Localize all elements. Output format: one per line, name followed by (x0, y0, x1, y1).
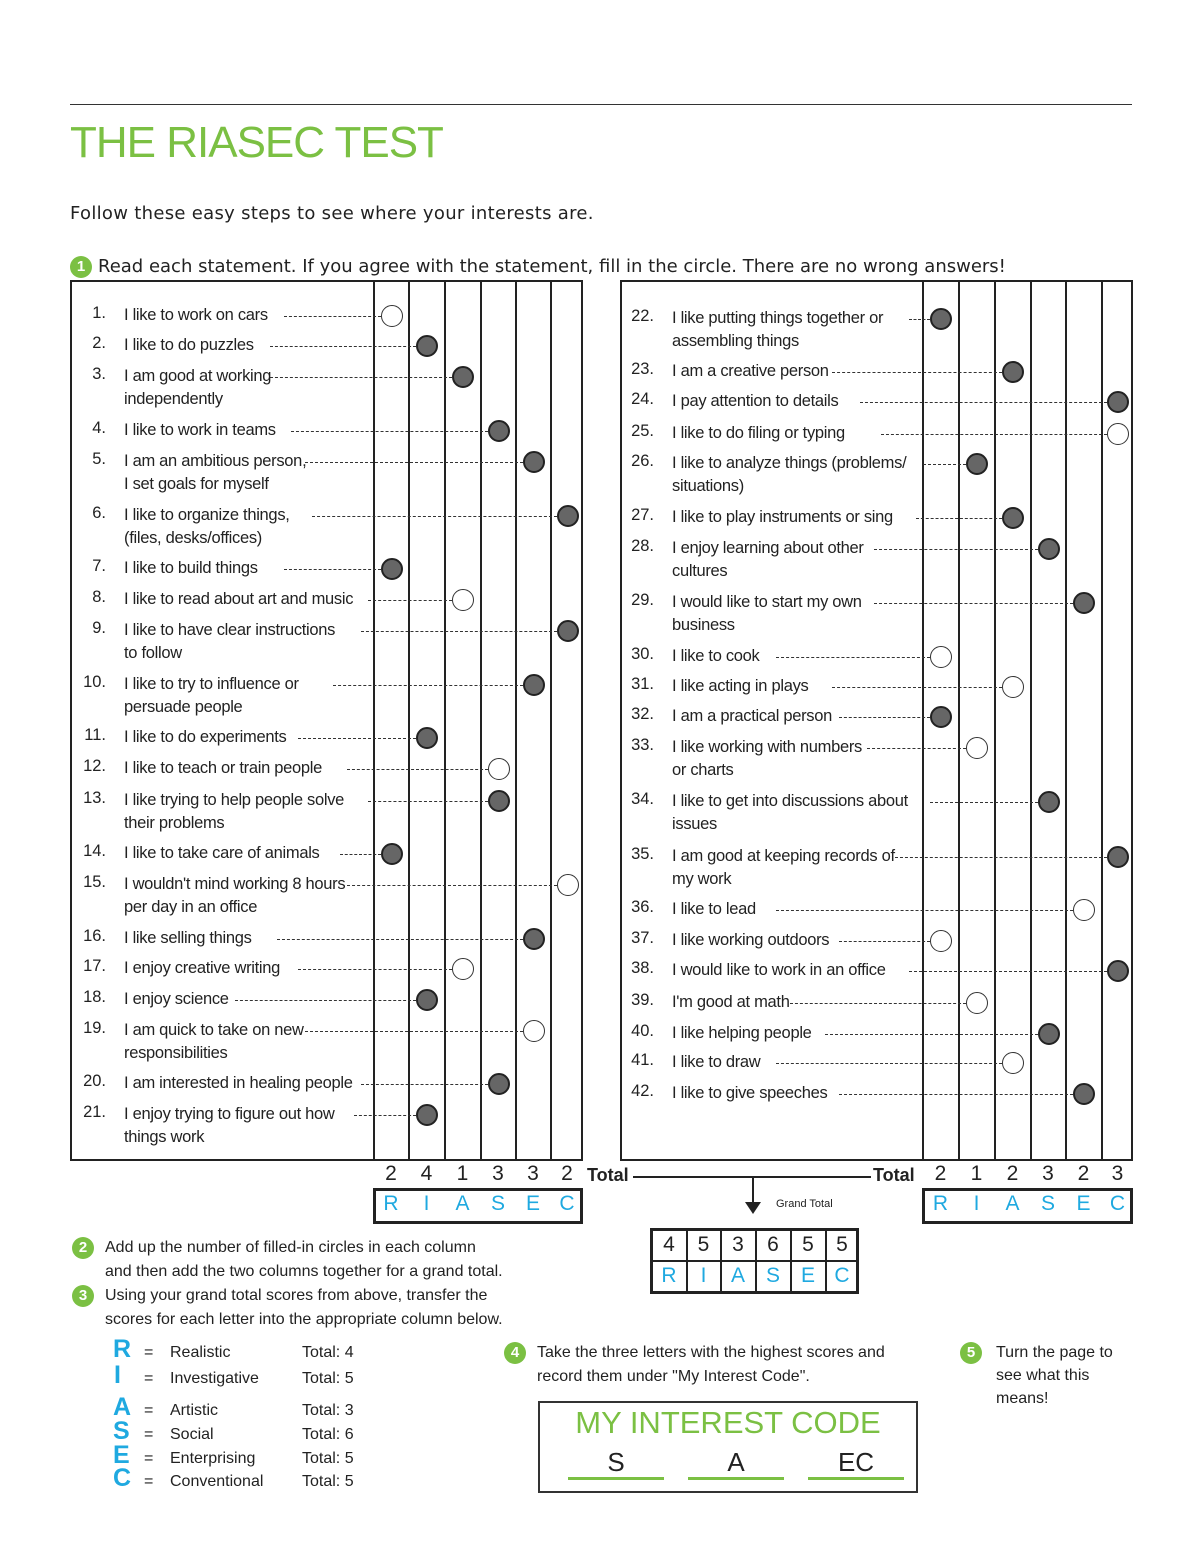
leader-line (284, 569, 381, 570)
leader-line (305, 462, 523, 463)
left-column-letter: R (383, 1192, 399, 1215)
legend-total: Total: 3 (302, 1402, 354, 1419)
answer-circle[interactable] (930, 930, 952, 952)
grand-total-letter: A (730, 1264, 745, 1287)
right-column-total: 3 (1111, 1162, 1124, 1185)
question-text: I pay attention to details (672, 392, 839, 410)
question-text: I enjoy trying to figure out how (124, 1105, 335, 1123)
question-number: 5. (92, 450, 106, 468)
legend-letter: S (113, 1417, 130, 1445)
question-number: 13. (83, 789, 106, 807)
grand-total-letter: S (765, 1264, 780, 1287)
filled-circle[interactable] (1038, 791, 1060, 813)
filled-circle[interactable] (416, 335, 438, 357)
question-number: 14. (83, 842, 106, 860)
right-column-letter: C (1109, 1192, 1126, 1215)
leader-line (298, 738, 416, 739)
question-text: cultures (672, 562, 728, 580)
question-number: 11. (84, 726, 106, 744)
filled-circle[interactable] (381, 843, 403, 865)
right-column-letter: R (932, 1192, 949, 1215)
leader-line (361, 631, 557, 632)
filled-circle[interactable] (488, 790, 510, 812)
left-column-total: 4 (420, 1162, 433, 1185)
right-column-divider (1030, 281, 1032, 1160)
leader-line (909, 971, 1107, 972)
grand-total-letter: E (800, 1264, 815, 1287)
step-4-line-2: record them under "My Interest Code". (537, 1368, 810, 1385)
question-number: 8. (92, 588, 106, 606)
question-number: 25. (631, 422, 654, 440)
answer-circle[interactable] (1073, 899, 1095, 921)
grand-total-arrow-line (752, 1177, 754, 1205)
answer-circle[interactable] (1002, 676, 1024, 698)
leader-line (916, 518, 1002, 519)
grand-total-letter: I (700, 1264, 707, 1287)
question-number: 19. (83, 1019, 106, 1037)
step-2 (72, 1236, 503, 1284)
interest-code-underline-1 (568, 1477, 664, 1480)
filled-circle[interactable] (1038, 1023, 1060, 1045)
question-text: I like to play instruments or sing (672, 508, 893, 526)
question-text: responsibilities (124, 1044, 228, 1062)
filled-circle[interactable] (416, 727, 438, 749)
question-number: 12. (83, 757, 106, 775)
filled-circle[interactable] (523, 928, 545, 950)
leader-line (776, 657, 930, 658)
question-text: I like to work in teams (124, 421, 276, 439)
question-text: I like to do experiments (124, 728, 287, 746)
question-number: 16. (83, 927, 106, 945)
question-text: I am an ambitious person, (124, 452, 307, 470)
grand-total-value: 3 (732, 1233, 744, 1256)
top-rule (70, 104, 1132, 105)
question-text: I am good at keeping records of (672, 847, 895, 865)
intro-text: Follow these easy steps to see where your interests are. (70, 203, 594, 224)
step-4-badge: 4 (504, 1342, 526, 1364)
question-number: 22. (631, 307, 654, 325)
question-text: things work (124, 1128, 205, 1146)
question-text: their problems (124, 814, 225, 832)
question-text: I like to teach or train people (124, 759, 322, 777)
filled-circle[interactable] (523, 451, 545, 473)
grand-total-arrow-head (745, 1202, 761, 1214)
question-text: independently (124, 390, 223, 408)
question-number: 15. (83, 873, 106, 891)
interest-code-box (538, 1401, 918, 1493)
question-number: 21. (83, 1103, 106, 1121)
interest-code-title: MY INTEREST CODE (575, 1405, 881, 1440)
filled-circle[interactable] (1002, 361, 1024, 383)
legend-name: Realistic (170, 1344, 231, 1361)
leader-line (312, 516, 557, 517)
question-text: I like selling things (124, 929, 252, 947)
leader-line (354, 1115, 416, 1116)
leader-line (860, 402, 1107, 403)
legend-name: Social (170, 1426, 214, 1443)
right-column-letter: S (1040, 1192, 1055, 1215)
leader-line (832, 372, 1002, 373)
question-number: 28. (631, 537, 654, 555)
step-5-badge: 5 (960, 1342, 982, 1364)
question-number: 35. (631, 845, 654, 863)
question-text: I like to read about art and music (124, 590, 354, 608)
right-column-divider (922, 281, 924, 1160)
question-text: per day in an office (124, 898, 258, 916)
legend-total: Total: 4 (302, 1344, 354, 1361)
question-number: 18. (83, 988, 106, 1006)
grand-total-letter: C (834, 1264, 850, 1287)
filled-circle[interactable] (416, 989, 438, 1011)
question-number: 29. (631, 591, 654, 609)
question-text: I would like to start my own (672, 593, 862, 611)
question-text: I like to organize things, (124, 506, 290, 524)
leader-line (291, 431, 488, 432)
leader-line (930, 802, 1038, 803)
leader-line (305, 1031, 523, 1032)
grand-total-value: 6 (767, 1233, 779, 1256)
filled-circle[interactable] (1107, 391, 1129, 413)
left-total-label: Total (587, 1165, 629, 1185)
question-text: I like trying to help people solve (124, 791, 345, 809)
question-text: I am a practical person (672, 707, 833, 725)
grand-total-letter: R (661, 1264, 677, 1287)
leader-line (874, 549, 1038, 550)
leader-line (284, 316, 381, 317)
left-column-divider (550, 281, 552, 1160)
question-number: 30. (631, 645, 654, 663)
legend-equals: = (144, 1473, 154, 1490)
answer-circle[interactable] (488, 758, 510, 780)
question-number: 17. (83, 957, 106, 975)
leader-line (361, 1084, 488, 1085)
answer-circle[interactable] (452, 958, 474, 980)
question-number: 1. (92, 304, 106, 322)
leader-line (832, 687, 1002, 688)
leader-line (881, 434, 1107, 435)
question-text: I like to cook (672, 647, 760, 665)
legend-letter: I (114, 1361, 121, 1389)
leader-line (235, 1000, 416, 1001)
step-5-line-1: Turn the page to (996, 1344, 1113, 1361)
filled-circle[interactable] (1107, 960, 1129, 982)
left-column-letter: I (423, 1192, 430, 1215)
question-number: 36. (631, 898, 654, 916)
answer-circle[interactable] (381, 305, 403, 327)
leader-line (867, 748, 966, 749)
right-column-letter: I (973, 1192, 980, 1215)
step-5-line-3: means! (996, 1390, 1049, 1407)
left-column-total: 3 (527, 1162, 539, 1185)
filled-circle[interactable] (488, 420, 510, 442)
interest-code-value-2: A (727, 1447, 745, 1477)
question-text: I like to draw (672, 1053, 761, 1071)
legend-letter: E (113, 1441, 130, 1469)
question-number: 34. (631, 790, 654, 808)
question-number: 27. (631, 506, 654, 524)
question-number: 2. (92, 334, 106, 352)
legend-letter: R (113, 1335, 132, 1363)
right-column-total: 2 (934, 1162, 947, 1185)
leader-line (790, 1003, 966, 1004)
left-column-total: 2 (385, 1162, 397, 1185)
step-2-line-1: Add up the number of filled-in circles in each column (105, 1239, 476, 1256)
question-text: I am interested in healing people (124, 1074, 353, 1092)
leader-line (368, 801, 488, 802)
question-text: I like working outdoors (672, 931, 830, 949)
question-number: 38. (631, 959, 654, 977)
legend-total: Total: 5 (302, 1450, 354, 1467)
question-text: (files, desks/offices) (124, 529, 262, 547)
leader-line (368, 600, 452, 601)
left-column-total: 3 (492, 1162, 504, 1185)
question-text: I enjoy learning about other (672, 539, 864, 557)
filled-circle[interactable] (1107, 846, 1129, 868)
grand-total-value: 5 (697, 1233, 710, 1256)
interest-code-value-3: EC (837, 1447, 875, 1477)
step-3-line-1: Using your grand total scores from above, transfer the (105, 1287, 488, 1304)
question-text: or charts (672, 761, 734, 779)
leader-line (270, 346, 416, 347)
leader-line (776, 910, 1073, 911)
right-column-divider (994, 281, 996, 1160)
question-text: I am a creative person (672, 362, 829, 380)
filled-circle[interactable] (523, 674, 545, 696)
question-text: I like helping people (672, 1024, 812, 1042)
legend-equals: = (144, 1370, 154, 1387)
answer-circle[interactable] (966, 737, 988, 759)
leader-line (839, 717, 930, 718)
question-text: I like acting in plays (672, 677, 809, 695)
right-column-letter: E (1076, 1192, 1091, 1215)
question-text: persuade people (124, 698, 243, 716)
question-number: 23. (631, 360, 654, 378)
leader-line (298, 969, 452, 970)
filled-circle[interactable] (416, 1104, 438, 1126)
question-text: I like to work on cars (124, 306, 268, 324)
question-number: 31. (631, 675, 654, 693)
filled-circle[interactable] (557, 620, 579, 642)
question-text: I like putting things together or (672, 309, 884, 327)
left-column-letter: E (525, 1192, 540, 1215)
grand-total-value: 5 (802, 1233, 814, 1256)
left-column-total: 2 (561, 1162, 573, 1185)
step-3-line-2: scores for each letter into the appropriate column below. (105, 1311, 503, 1328)
question-text: I am good at working (124, 367, 272, 385)
leader-line (923, 464, 966, 465)
leader-line (909, 319, 930, 320)
left-column-letter: C (559, 1192, 575, 1215)
right-column-divider (958, 281, 960, 1160)
question-text: my work (672, 870, 732, 888)
legend-equals: = (144, 1402, 154, 1419)
leader-line (270, 377, 452, 378)
step-1-text: Read each statement. If you agree with the statement, fill in the circle. There are no wrong answers! (98, 256, 1006, 277)
step-4 (504, 1341, 885, 1389)
right-column-letter: A (1005, 1192, 1020, 1215)
question-number: 4. (92, 419, 106, 437)
filled-circle[interactable] (930, 308, 952, 330)
question-text: I like to do puzzles (124, 336, 254, 354)
question-text: I like to get into discussions about (672, 792, 908, 810)
question-number: 24. (631, 390, 654, 408)
legend-name: Enterprising (170, 1450, 256, 1467)
grand-total-value: 5 (836, 1233, 848, 1256)
left-column-divider (408, 281, 410, 1160)
question-text: I like to take care of animals (124, 844, 320, 862)
left-column-total: 1 (456, 1162, 469, 1185)
question-text: I wouldn't mind working 8 hours (124, 875, 346, 893)
right-column-total: 2 (1077, 1162, 1090, 1185)
right-column-divider (1101, 281, 1103, 1160)
question-text: issues (672, 815, 717, 833)
question-text: I like to lead (672, 900, 756, 918)
leader-line (874, 603, 1073, 604)
left-column-divider (444, 281, 446, 1160)
leader-line (895, 857, 1107, 858)
right-column-total: 1 (970, 1162, 983, 1185)
leader-line (340, 854, 381, 855)
question-text: situations) (672, 477, 744, 495)
leader-line (839, 941, 930, 942)
legend-letter: C (113, 1464, 132, 1492)
right-column-divider (1065, 281, 1067, 1160)
leader-line (776, 1063, 1002, 1064)
legend-equals: = (144, 1450, 154, 1467)
interest-code-value-1: S (607, 1447, 625, 1477)
question-text: I am quick to take on new (124, 1021, 304, 1039)
question-text: business (672, 616, 735, 634)
question-number: 37. (631, 929, 654, 947)
step-5-line-2: see what this (996, 1367, 1090, 1384)
filled-circle[interactable] (966, 453, 988, 475)
legend-equals: = (144, 1344, 154, 1361)
question-text: I would like to work in an office (672, 961, 886, 979)
question-number: 26. (631, 452, 654, 470)
leader-line (839, 1094, 1073, 1095)
question-text: I like to give speeches (672, 1084, 828, 1102)
legend-total: Total: 6 (302, 1426, 354, 1443)
legend-name: Investigative (170, 1370, 259, 1387)
step-1-badge: 1 (70, 256, 92, 278)
step-3 (72, 1284, 503, 1332)
step-4-line-1: Take the three letters with the highest scores and (537, 1344, 885, 1361)
legend-letter: A (113, 1393, 132, 1421)
leader-line (277, 939, 523, 940)
question-number: 9. (92, 619, 106, 637)
leader-line (347, 769, 488, 770)
filled-circle[interactable] (452, 366, 474, 388)
question-number: 41. (631, 1051, 654, 1069)
grand-total-value: 4 (663, 1233, 675, 1256)
interest-code-underline-3 (808, 1477, 904, 1480)
question-text: to follow (124, 644, 182, 662)
leader-line (825, 1034, 1038, 1035)
question-number: 6. (92, 504, 106, 522)
question-number: 10. (83, 673, 106, 691)
answer-circle[interactable] (452, 589, 474, 611)
left-column-letter: S (490, 1192, 505, 1215)
question-number: 20. (83, 1072, 106, 1090)
question-text: I like to build things (124, 559, 258, 577)
question-number: 39. (631, 991, 654, 1009)
filled-circle[interactable] (930, 706, 952, 728)
answer-circle[interactable] (1002, 1052, 1024, 1074)
question-text: I like to have clear instructions (124, 621, 336, 639)
grand-total-label: Grand Total (776, 1198, 833, 1210)
filled-circle[interactable] (1038, 538, 1060, 560)
question-number: 7. (92, 557, 106, 575)
step-5 (960, 1341, 1113, 1410)
page-title: THE RIASEC TEST (70, 118, 443, 167)
legend-equals: = (144, 1426, 154, 1443)
legend-name: Conventional (170, 1473, 264, 1490)
question-number: 33. (631, 736, 654, 754)
right-column-total: 2 (1006, 1162, 1019, 1185)
left-column-divider (373, 281, 375, 1160)
question-text: I enjoy science (124, 990, 229, 1008)
question-number: 40. (631, 1022, 654, 1040)
filled-circle[interactable] (1002, 507, 1024, 529)
filled-circle[interactable] (488, 1073, 510, 1095)
filled-circle[interactable] (381, 558, 403, 580)
legend-name: Artistic (170, 1402, 218, 1419)
answer-circle[interactable] (523, 1020, 545, 1042)
question-text: I like to try to influence or (124, 675, 299, 693)
question-text: I like to do filing or typing (672, 424, 845, 442)
filled-circle[interactable] (1073, 592, 1095, 614)
question-text: I set goals for myself (124, 475, 269, 493)
left-column-divider (480, 281, 482, 1160)
leader-line (347, 885, 557, 886)
filled-circle[interactable] (557, 505, 579, 527)
left-column-letter: A (455, 1192, 470, 1215)
legend-total: Total: 5 (302, 1473, 354, 1490)
answer-circle[interactable] (1107, 423, 1129, 445)
interest-code-underline-2 (688, 1477, 784, 1480)
step-2-badge: 2 (72, 1237, 94, 1259)
question-number: 3. (92, 365, 106, 383)
question-text: I like working with numbers (672, 738, 862, 756)
question-text: I enjoy creative writing (124, 959, 281, 977)
legend-total: Total: 5 (302, 1370, 354, 1387)
question-number: 42. (631, 1082, 654, 1100)
question-text: I'm good at math (672, 993, 790, 1011)
answer-circle[interactable] (930, 646, 952, 668)
leader-line (333, 685, 523, 686)
step-3-badge: 3 (72, 1285, 94, 1307)
right-total-label: Total (873, 1165, 915, 1185)
question-text: assembling things (672, 332, 799, 350)
right-column-total: 3 (1042, 1162, 1054, 1185)
step-2-line-2: and then add the two columns together for a grand total. (105, 1263, 503, 1280)
question-text: I like to analyze things (problems/ (672, 454, 907, 472)
answer-circle[interactable] (966, 992, 988, 1014)
answer-circle[interactable] (557, 874, 579, 896)
question-number: 32. (631, 705, 654, 723)
left-column-divider (515, 281, 517, 1160)
filled-circle[interactable] (1073, 1083, 1095, 1105)
step-1 (70, 256, 1006, 278)
